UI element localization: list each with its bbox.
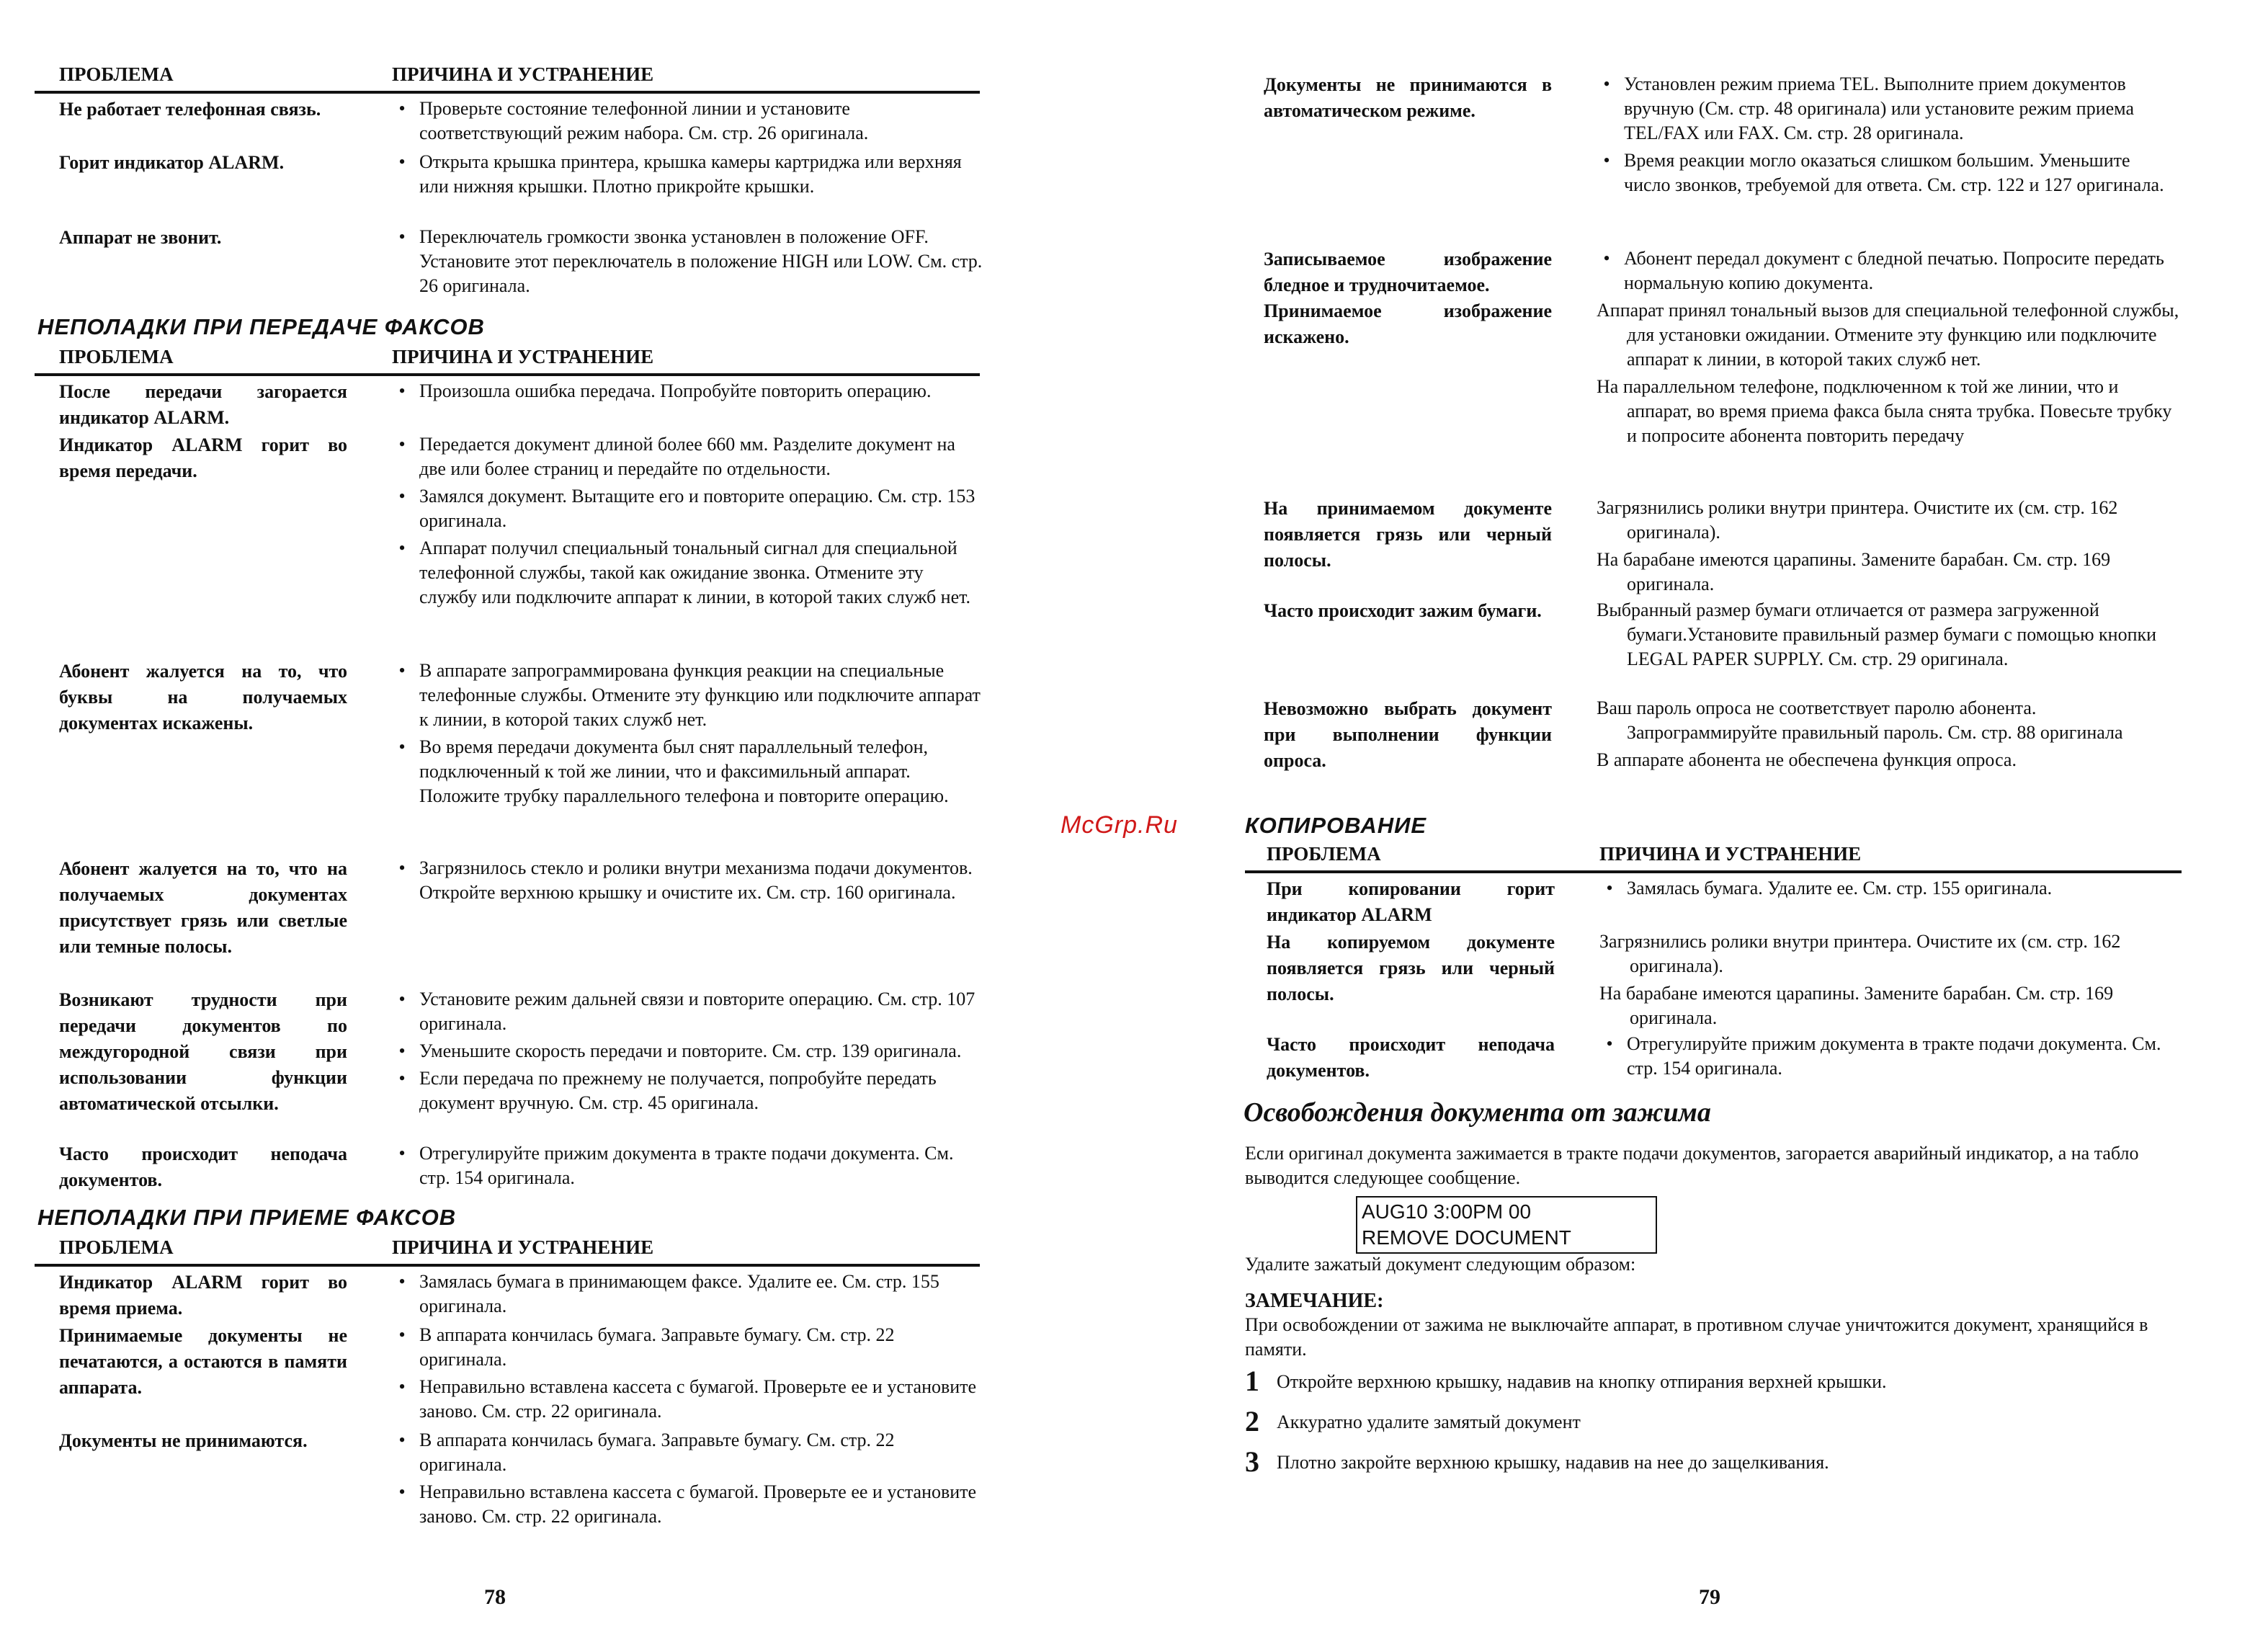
lcd-line-2: REMOVE DOCUMENT [1362, 1226, 1571, 1249]
cause-item: • В аппарата кончилась бумага. Заправьте бумагу. См. стр. 22 оригинала. [392, 1428, 983, 1477]
cause-item: • Замялась бумага в принимающем факсе. Удалите ее. См. стр. 155 оригинала. [392, 1270, 983, 1319]
cause-cell [392, 856, 983, 908]
cause-item: • Установлен режим приема TEL. Выполните прием документов вручную (См. стр. 48 оригинала) или установите режим приема TEL/FAX или FAX. См. стр. 28 оригинала. [1597, 72, 2173, 146]
column-header-cause: ПРИЧИНА И УСТРАНЕНИЕ [392, 63, 654, 85]
table-header [35, 1235, 980, 1267]
cause-item: • В аппарате запрограммирована функция реакции на специальные телефонные службы. Отмените эту функцию или подключите аппарат к линии, в которой таких служб нет. [392, 659, 983, 732]
cause-item: • Отрегулируйте прижим документа в тракте подачи документа. См. стр. 154 оригинала. [392, 1141, 983, 1190]
problem-cell: Принимаемое изображение искажено. [1264, 300, 1552, 347]
cause-item: • Уменьшите скорость передачи и повторите. См. стр. 139 оригинала. [392, 1039, 983, 1063]
cause-item: Выбранный размер бумаги отличается от размера загруженной бумаги.Установите правильный размер бумаги с помощью кнопки LEGAL PAPER SUPPLY. См. стр. 29 оригинала. [1597, 599, 2157, 669]
bullet-icon: • [398, 380, 406, 401]
column-header-cause: ПРИЧИНА И УСТРАНЕНИЕ [1599, 843, 1862, 865]
cause-item: На параллельном телефоне, подключенном к той же линии, что и аппарат, во время приема факса была снята трубка. Повесьте трубку и попросите абонента повторить передачу [1597, 376, 2172, 446]
bullet-icon: • [398, 989, 406, 1009]
cause-item: Загрязнились ролики внутри принтера. Очистите их (см. стр. 162 оригинала). [1597, 497, 2118, 543]
cause-item: • Открыта крышка принтера, крышка камеры картриджа или верхняя или нижняя крышки. Плотно прикройте крышки. [392, 150, 983, 199]
step-number: 1 [1245, 1365, 1259, 1397]
bullet-icon: • [398, 98, 406, 119]
section-title-copy: КОПИРОВАНИЕ [1245, 813, 1427, 838]
cause-item: • Установите режим дальней связи и повторите операцию. См. стр. 107 оригинала. [392, 987, 983, 1036]
cause-item: • Произошла ошибка передача. Попробуйте повторить операцию. [392, 379, 983, 403]
problem-cell: Индикатор ALARM горит во время приема. [59, 1272, 347, 1319]
cause-cell [392, 659, 983, 811]
step-number: 2 [1245, 1405, 1259, 1437]
bullet-icon: • [398, 1271, 406, 1292]
bullet-icon: • [398, 226, 406, 247]
bullet-icon: • [398, 1040, 406, 1061]
problem-cell: Горит индикатор ALARM. [59, 152, 285, 173]
page-number: 79 [1699, 1585, 1720, 1609]
problem-cell: Принимаемые документы не печатаются, а остаются в памяти аппарата. [59, 1325, 347, 1398]
column-header-problem: ПРОБЛЕМА [59, 63, 174, 85]
bullet-icon: • [398, 1376, 406, 1397]
bullet-icon: • [1606, 878, 1613, 898]
cause-cell [392, 1428, 983, 1532]
column-header-problem: ПРОБЛЕМА [59, 346, 174, 367]
cause-item: • Неправильно вставлена кассета с бумагой. Проверьте ее и установите заново. См. стр. 22 оригинала. [392, 1480, 983, 1529]
cause-cell [392, 225, 983, 301]
bullet-icon: • [398, 151, 406, 172]
column-header-problem: ПРОБЛЕМА [1267, 843, 1381, 865]
cause-cell [1597, 696, 2180, 775]
cause-cell [392, 432, 983, 612]
cause-cell [392, 379, 983, 406]
cause-item: На барабане имеются царапины. Замените барабан. См. стр. 169 оригинала. [1597, 549, 2111, 594]
cause-item: • В аппарата кончилась бумага. Заправьте бумагу. См. стр. 22 оригинала. [392, 1323, 983, 1372]
section-title-send: НЕПОЛАДКИ ПРИ ПЕРЕДАЧЕ ФАКСОВ [37, 314, 485, 339]
table-header [35, 344, 980, 376]
bullet-icon: • [398, 1068, 406, 1089]
problem-cell: Документы не принимаются в автоматическом режиме. [1264, 74, 1552, 121]
cause-item: • Отрегулируйте прижим документа в тракте подачи документа. См. стр. 154 оригинала. [1599, 1032, 2180, 1081]
cause-item: • Время реакции могло оказаться слишком большим. Уменьшите число звонков, требуемой для ответа. См. стр. 122 и 127 оригинала. [1597, 148, 2173, 197]
receive-troubles-table [35, 1235, 980, 1527]
bullet-icon: • [1603, 73, 1610, 94]
bullet-icon: • [398, 857, 406, 878]
problem-cell: На принимаемом документе появляется грязь или черный полосы. [1264, 498, 1552, 571]
general-troubles-table [35, 62, 983, 296]
section-title-receive: НЕПОЛАДКИ ПРИ ПРИЕМЕ ФАКСОВ [37, 1205, 457, 1230]
cause-item: • Если передача по прежнему не получается, попробуйте передать документ вручную. См. стр. 45 оригинала. [392, 1066, 983, 1115]
problem-cell: Часто происходит неподача документов. [59, 1143, 347, 1190]
cause-cell [1599, 876, 2180, 904]
cause-item: • Неправильно вставлена кассета с бумагой. Проверьте ее и установите заново. См. стр. 22 оригинала. [392, 1375, 983, 1424]
cause-item: Аппарат принял тональный вызов для специальной телефонной службы, для установки ожидании. Отмените эту функцию или подключите аппарат к линии, в которой таких служб нет. [1597, 300, 2179, 370]
bullet-icon: • [1603, 150, 1610, 171]
bullet-icon: • [1606, 1033, 1613, 1054]
bullet-icon: • [398, 434, 406, 455]
cause-item: В аппарате абонента не обеспечена функция опроса. [1597, 749, 2017, 770]
cause-item: • Передается документ длиной более 660 мм. Разделите документ на две или более страниц и передайте по отдельности. [392, 432, 983, 481]
right-page [1245, 0, 2189, 1650]
bullet-icon: • [398, 1481, 406, 1502]
problem-cell: После передачи загорается индикатор ALARM. [59, 381, 347, 428]
bullet-icon: • [398, 1430, 406, 1450]
cause-item: На барабане имеются царапины. Замените барабан. См. стр. 169 оригинала. [1599, 983, 2114, 1028]
step-item [1245, 1445, 1829, 1478]
cause-cell [1597, 598, 2180, 674]
problem-cell: Документы не принимаются. [59, 1430, 308, 1451]
problem-cell: Записываемое изображение бледное и трудночитаемое. [1264, 249, 1552, 295]
problem-cell: Невозможно выбрать документ при выполнении функции опроса. [1264, 698, 1552, 771]
cause-item: • Загрязнилось стекло и ролики внутри механизма подачи документов. Откройте верхнюю крышку и очистите их. См. стр. 160 оригинала. [392, 856, 983, 905]
step-item [1245, 1405, 1581, 1437]
problem-cell: Часто происходит зажим бумаги. [1264, 600, 1542, 621]
problem-cell: Индикатор ALARM горит во время передачи. [59, 434, 347, 481]
watermark: McGrp.Ru [1061, 811, 1178, 839]
cause-cell [392, 150, 983, 202]
column-header-problem: ПРОБЛЕМА [59, 1236, 174, 1258]
bullet-icon: • [398, 1143, 406, 1164]
bullet-icon: • [398, 660, 406, 681]
note-text: При освобождении от зажима не выключайте аппарат, в противном случае уничтожится документ, хранящийся в памяти. [1245, 1314, 2148, 1360]
cause-item: • Переключатель громкости звонка установлен в положение OFF. Установите этот переключатель в положение HIGH или LOW. См. стр. 26 оригинала. [392, 225, 983, 298]
problem-cell: Абонент жалуется на то, что на получаемых документах присутствует грязь или светлые или темные полосы. [59, 858, 347, 957]
lcd-display [1356, 1196, 1657, 1254]
problem-cell: Часто происходит неподача документов. [1267, 1034, 1555, 1081]
column-header-cause: ПРИЧИНА И УСТРАНЕНИЕ [392, 1236, 654, 1258]
cause-cell [392, 1323, 983, 1427]
bullet-icon: • [398, 486, 406, 507]
bullet-icon: • [398, 1324, 406, 1345]
problem-cell: Не работает телефонная связь. [59, 99, 321, 120]
problem-cell: Возникают трудности при передачи документов по междугородной связи при использовании функции автоматической отсылки. [59, 989, 347, 1114]
step-number: 3 [1245, 1445, 1259, 1478]
column-header-cause: ПРИЧИНА И УСТРАНЕНИЕ [392, 346, 654, 367]
send-troubles-table [35, 344, 981, 1190]
step-text: Откройте верхнюю крышку, надавив на кнопку отпирания верхней крышки. [1277, 1371, 1887, 1392]
bullet-icon: • [398, 538, 406, 558]
bullet-icon: • [398, 736, 406, 757]
problem-cell: Абонент жалуется на то, что буквы на получаемых документах искажены. [59, 661, 347, 733]
cause-item: Загрязнились ролики внутри принтера. Очистите их (см. стр. 162 оригинала). [1599, 931, 2121, 976]
left-page [35, 0, 986, 1650]
cause-cell [1599, 929, 2180, 1033]
cause-item: • Замялась бумага. Удалите ее. См. стр. 155 оригинала. [1599, 876, 2180, 901]
cause-item: Ваш пароль опроса не соответствует паролю абонента. Запрограммируйте правильный пароль. См. стр. 88 оригинала [1597, 697, 2123, 743]
cause-item: • Абонент передал документ с бледной печатью. Попросите передать нормальную копию документа. [1597, 246, 2173, 295]
cause-cell [1599, 1032, 2180, 1084]
page-number: 78 [484, 1585, 506, 1609]
cause-cell [1597, 72, 2173, 200]
table-header [1245, 842, 2182, 873]
copy-troubles-table [1245, 842, 2182, 1081]
problem-cell: При копировании горит индикатор ALARM [1267, 878, 1555, 925]
step-text: Аккуратно удалите замятый документ [1277, 1412, 1581, 1432]
problem-cell: На копируемом документе появляется грязь или черный полосы. [1267, 932, 1555, 1004]
cause-item: • Аппарат получил специальный тональный сигнал для специальной телефонной службы, такой как ожидание звонка. Отмените эту службу или подключите аппарат к линии, в которой таких служб нет. [392, 536, 983, 610]
problem-cell: Аппарат не звонит. [59, 227, 222, 248]
cause-cell [1597, 298, 2180, 451]
cause-cell [1597, 496, 2180, 599]
cause-cell [392, 97, 983, 148]
lcd-line-1: AUG10 3:00PM 00 [1362, 1200, 1532, 1223]
release-title: Освобождения документа от зажима [1244, 1097, 1711, 1128]
release-intro: Если оригинал документа зажимается в тракте подачи документов, загорается аварийный индикатор, а на табло выводится следующее сообщение. [1245, 1143, 2139, 1188]
step-item [1245, 1365, 1887, 1397]
cause-item: • Во время передачи документа был снят параллельный телефон, подключенный к той же линии, что и факсимильный аппарат. Положите трубку параллельного телефона и повторите операцию. [392, 735, 983, 808]
table-header [35, 62, 980, 94]
step-text: Плотно закройте верхнюю крышку, надавив на нее до защелкивания. [1277, 1452, 1829, 1473]
bullet-icon: • [1603, 248, 1610, 269]
cause-cell [392, 987, 983, 1118]
cause-cell [392, 1141, 983, 1193]
cause-cell [392, 1270, 983, 1321]
cause-item: • Замялся документ. Вытащите его и повторите операцию. См. стр. 153 оригинала. [392, 484, 983, 533]
remove-instruction: Удалите зажатый документ следующим образом: [1245, 1254, 1636, 1275]
cause-cell [1597, 246, 2173, 298]
note-title: ЗАМЕЧАНИЕ: [1245, 1290, 1384, 1312]
cause-item: • Проверьте состояние телефонной линии и установите соответствующий режим набора. См. стр. 26 оригинала. [392, 97, 983, 146]
